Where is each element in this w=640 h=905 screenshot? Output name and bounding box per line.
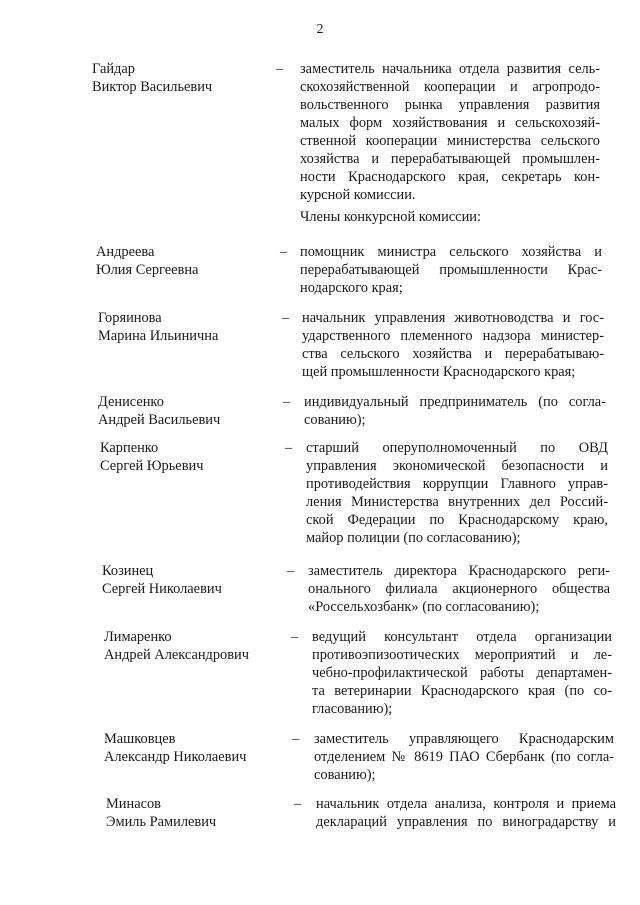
member-position	[314, 730, 614, 784]
page-number: 2	[316, 22, 324, 37]
member-name	[96, 243, 286, 279]
member-position-line: начальник отдела анализа, контроля и приема	[316, 796, 616, 812]
members-heading: Члены конкурсной комиссии:	[300, 209, 481, 225]
member-position-line: перерабатывающей промышленности Крас-	[300, 262, 602, 278]
member-dash: –	[283, 394, 291, 410]
member-position-line: та ветеринарии Краснодарского края (по со-	[312, 683, 612, 699]
member-position-line: ства сельского хозяйства и перерабатываю-	[302, 346, 604, 362]
member-position-line: заместитель начальника отдела развития сель-	[300, 61, 600, 77]
member-dash: –	[292, 731, 300, 747]
member-position	[312, 628, 612, 718]
member-position-line: гласованию);	[312, 701, 393, 717]
member-name-line: Андрей Васильевич	[98, 412, 221, 428]
member-position-line: старший оперуполномоченный по ОВД	[306, 440, 608, 456]
member-position-line: заместитель управляющего Краснодарским	[314, 731, 614, 747]
member-name-line: Марина Ильинична	[98, 328, 219, 344]
member-dash: –	[276, 61, 284, 77]
member-position-line: ударственного племенного надзора министер-	[302, 328, 604, 344]
member-name	[98, 309, 288, 345]
member-position-line: вольственного рынка управления развития	[300, 97, 600, 113]
member-position	[300, 243, 602, 297]
member-position-line: индивидуальный предприниматель (по согла-	[304, 394, 606, 410]
member-name-line: Андреева	[96, 244, 155, 260]
member-position-line: скохозяйственной кооперации и агропродо-	[300, 79, 600, 95]
member-position-line: управления экономической безопасности и	[306, 458, 608, 474]
member-name-line: Козинец	[102, 563, 154, 579]
member-name	[92, 60, 282, 96]
member-name-line: Эмиль Рамилевич	[106, 814, 217, 830]
member-position-line: малых форм хозяйствования и сельскохозяй-	[300, 115, 600, 131]
member-name-line: Андрей Александрович	[104, 647, 249, 663]
member-name-line: Горяинова	[98, 310, 162, 326]
member-position-line: майор полиции (по согласованию);	[306, 530, 521, 546]
member-position-line: начальник управления животноводства и гос-	[302, 310, 604, 326]
member-dash: –	[280, 244, 288, 260]
member-position-line: сованию);	[304, 412, 366, 428]
member-position-line: ления Министерства внутренних дел Россий-	[306, 494, 608, 510]
member-position-line: ности Краснодарского края, секретарь кон-	[300, 169, 600, 185]
member-position-line: ственной кооперации министерства сельского	[300, 133, 600, 149]
member-name-line: Александр Николаевич	[104, 749, 247, 765]
member-position-line: ведущий консультант отдела организации	[312, 629, 612, 645]
member-position-line: онального филиала акционерного общества	[308, 581, 610, 597]
member-position-line: щей промышленности Краснодарского края;	[302, 364, 576, 380]
member-position	[304, 393, 606, 429]
member-position-line: противодействия коррупции Главного управ-	[306, 476, 608, 492]
member-name-line: Лимаренко	[104, 629, 172, 645]
member-position-line: хозяйства и перерабатывающей промышлен-	[300, 151, 600, 167]
member-name-line: Сергей Николаевич	[102, 581, 222, 597]
member-name	[104, 730, 294, 766]
member-name-line: Машковцев	[104, 731, 176, 747]
member-position-line: чебно-профилактической работы департамен-	[312, 665, 612, 681]
member-name-line: Карпенко	[100, 440, 159, 456]
member-dash: –	[285, 440, 293, 456]
member-name	[100, 439, 293, 475]
member-position-line: курсной комиссии.	[300, 187, 416, 203]
member-name-line: Денисенко	[98, 394, 164, 410]
member-position	[306, 439, 608, 547]
member-position	[300, 60, 600, 204]
member-name-line: Гайдар	[92, 61, 135, 77]
member-position-line: противоэпизоотических мероприятий и ле-	[312, 647, 612, 663]
member-name-line: Сергей Юрьевич	[100, 458, 204, 474]
member-position-line: нодарского края;	[300, 280, 403, 296]
member-dash: –	[282, 310, 290, 326]
member-position-line: ской Федерации по Краснодарскому краю,	[306, 512, 608, 528]
member-position	[316, 795, 616, 831]
member-position-line: отделением № 8619 ПАО Сбербанк (по согла-	[314, 749, 614, 765]
member-dash: –	[294, 796, 302, 812]
member-position-line: помощник министра сельского хозяйства и	[300, 244, 602, 260]
member-name-line: Юлия Сергеевна	[96, 262, 199, 278]
member-dash: –	[291, 629, 299, 645]
member-name-line: Минасов	[106, 796, 161, 812]
member-position	[302, 309, 604, 381]
member-position-line: деклараций управления по виноградарству и	[316, 814, 616, 830]
member-dash: –	[287, 563, 295, 579]
member-name	[98, 393, 291, 429]
member-name	[104, 628, 294, 664]
member-name	[106, 795, 296, 831]
member-position-line: «Россельхозбанк» (по согласованию);	[308, 599, 540, 615]
member-name-line: Виктор Васильевич	[92, 79, 213, 95]
member-position	[308, 562, 610, 616]
member-position-line: заместитель директора Краснодарского реги-	[308, 563, 610, 579]
member-name	[102, 562, 295, 598]
member-position-line: сованию);	[314, 767, 376, 783]
